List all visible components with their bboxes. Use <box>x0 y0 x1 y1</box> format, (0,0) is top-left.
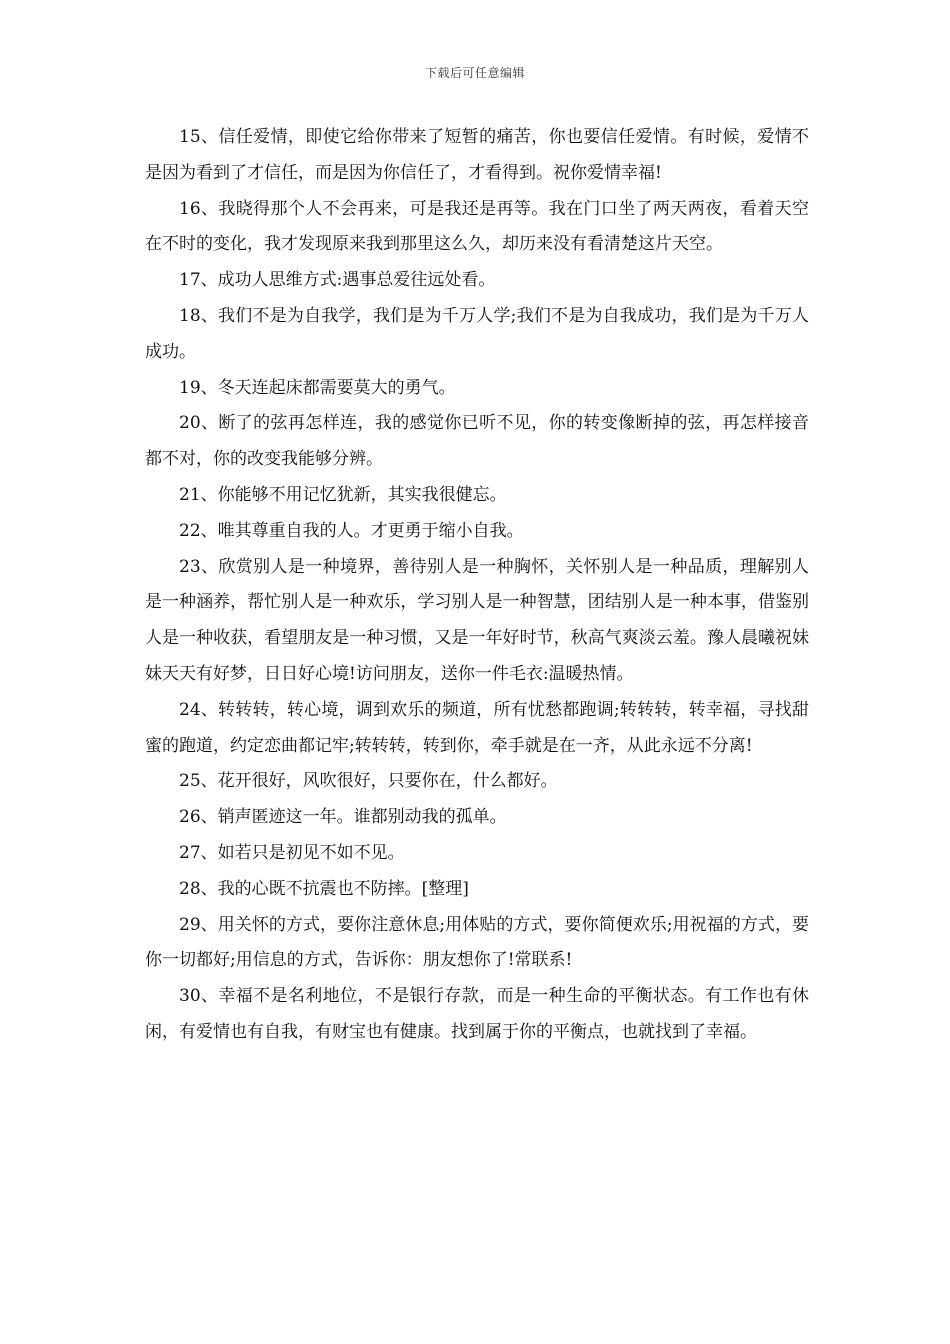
document-body <box>145 120 809 1051</box>
paragraph-30: 30、幸福不是名利地位，不是银行存款，而是一种生命的平衡状态。有工作也有休闲，有爱情也有自我，有财宝也有健康。找到属于你的平衡点，也就找到了幸福。 <box>145 986 809 1042</box>
paragraph-25: 25、花开很好，风吹很好，只要你在，什么都好。 <box>179 771 558 792</box>
paragraph-27: 27、如若只是初见不如不见。 <box>179 842 405 863</box>
paragraph-22: 22、唯其尊重自我的人。才更勇于缩小自我。 <box>179 520 524 541</box>
paragraph-21: 21、你能够不用记忆犹新，其实我很健忘。 <box>179 484 507 505</box>
paragraph-20: 20、断了的弦再怎样连，我的感觉你已听不见，你的转变像断掉的弦，再怎样接音都不对，你的改变我能够分辨。 <box>145 413 809 470</box>
paragraph-24: 24、转转转，转心境，调到欢乐的频道，所有忧愁都跑调;转转转，转幸福，寻找甜蜜的跑道，约定恋曲都记牢;转转转，转到你，牵手就是在一齐，从此永远不分离! <box>145 699 809 756</box>
paragraph-28: 28、我的心既不抗震也不防摔。[整理] <box>179 878 469 899</box>
paragraph-18: 18、我们不是为自我学，我们是为千万人学;我们不是为自我成功，我们是为千万人成功。 <box>145 305 809 362</box>
paragraph-17: 17、成功人思维方式:遇事总爱往远处看。 <box>179 270 496 291</box>
paragraph-26: 26、销声匿迹这一年。谁都别动我的孤单。 <box>179 807 507 828</box>
paragraph-15: 15、信任爱情，即使它给你带来了短暂的痛苦，你也要信任爱情。有时候，爱情不是因为看到了才信任，而是因为你信任了，才看得到。祝你爱情幸福! <box>145 127 809 183</box>
paragraph-23: 23、欣赏别人是一种境界，善待别人是一种胸怀，关怀别人是一种品质，理解别人是一种涵养，帮忙别人是一种欢乐，学习别人是一种智慧，团结别人是一种本事，借鉴别人是一种收获，看望朋友是一种习惯，又是一年好时节，秋高气爽淡云羞。豫人晨曦祝妹妹天天有好梦，日日好心境!访问朋友，送你一件毛衣:温暖热情。 <box>145 556 809 684</box>
paragraph-16: 16、我晓得那个人不会再来，可是我还是再等。我在门口坐了两天两夜，看着天空在不时的变化，我才发现原来我到那里这么久，却历来没有看清楚这片天空。 <box>145 198 809 255</box>
page-header: 下载后可任意编辑 <box>424 66 525 80</box>
paragraph-19: 19、冬天连起床都需要莫大的勇气。 <box>179 377 456 398</box>
paragraph-29: 29、用关怀的方式，要你注意休息;用体贴的方式，要你简便欢乐;用祝福的方式，要你一切都好;用信息的方式，告诉你：朋友想你了!常联系! <box>145 914 809 971</box>
